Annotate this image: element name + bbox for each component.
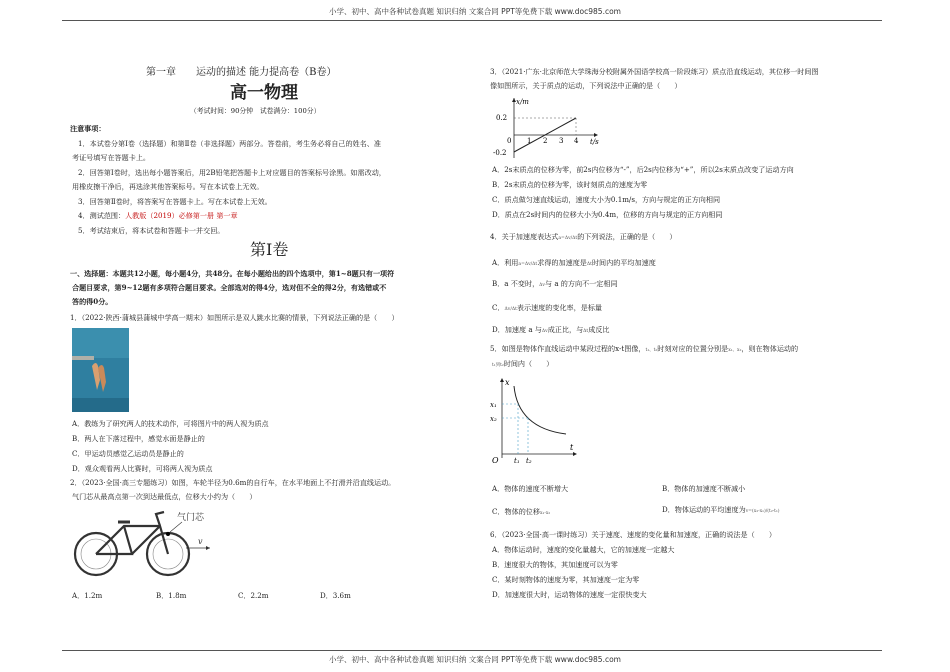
q5-stem-2 <box>492 360 553 369</box>
q2-option-c: C．2.2m <box>238 591 269 600</box>
q4-d-dt: Δt <box>583 329 589 334</box>
exam-info: （考试时间：90分钟 试卷满分：100分） <box>190 107 321 115</box>
note-2b: 用橡皮擦干净后，再选涂其他答案标号。写在本试卷上无效。 <box>72 182 264 191</box>
instructions-line-3: 答的得0分。 <box>72 297 113 306</box>
q5-x1-label: x₁ <box>490 401 497 409</box>
diving-photo <box>72 328 129 412</box>
q5-origin: O <box>492 456 499 464</box>
note-1a: 1．本试卷分第Ⅰ卷（选择题）和第Ⅱ卷（非选择题）两部分。答卷前，考生务必将自己的姓名、准 <box>78 139 381 148</box>
note-4 <box>78 212 238 219</box>
q6-option-c: C．某时刻物体的速度为零，其加速度一定为零 <box>492 575 640 584</box>
q4-b-pre: B．a 不变时， <box>492 279 540 288</box>
note-2a: 2．回答第Ⅰ卷时，选出每小题答案后，用2B铅笔把答题卡上对应题目的答案标号涂黑。如需改动， <box>78 168 386 177</box>
q3-stem-2: 像如图所示，关于质点的运动，下列说法中正确的是（ ） <box>490 81 682 90</box>
q6-option-d: D．加速度很大时，运动物体的速度一定很快变大 <box>492 590 647 599</box>
q1-stem: 1．（2022·陕西·蒲城县蒲城中学高一期末）如图所示是双人跳水比赛的情景，下列说法正确的是（ ） <box>70 313 399 322</box>
q5-y-label: x <box>505 378 510 387</box>
q3-origin: 0 <box>507 137 512 145</box>
q5-option-a: A．物体的速度不断增大 <box>492 484 569 493</box>
subject-title: 高一物理 <box>230 83 298 103</box>
q3-y-label: x/m <box>516 98 529 106</box>
q4-c-post: 表示速度的变化率，是标量 <box>516 303 603 312</box>
bike-frame <box>96 512 168 554</box>
q5-xt-graph <box>482 374 582 464</box>
q2-option-b: B．1.8m <box>156 591 187 600</box>
q5-x-label: t <box>570 443 574 452</box>
q5-c-formula: x₁-x₂ <box>540 511 551 516</box>
photo-platform <box>72 356 94 360</box>
q3-ytick-neg: -0.2 <box>493 149 507 157</box>
valve-label: 气门芯 <box>177 513 205 523</box>
q2-option-d: D．3.6m <box>320 591 351 600</box>
q5-x2-label: x₂ <box>490 415 497 423</box>
q3-xtick-3: 3 <box>559 137 564 145</box>
valve-pointer <box>170 522 182 532</box>
q3-x-arrow <box>594 133 598 137</box>
note-5: 5．考试结束后，将本试卷和答题卡一并交回。 <box>78 226 225 235</box>
q5-y-arrow <box>500 378 504 382</box>
q5-stem2-t: t₁到t₂ <box>492 363 504 368</box>
q4-c-pre: C． <box>492 303 505 312</box>
q5-stem1-pre: 5．如图是物体作直线运动中某段过程的x-t图像， <box>490 344 646 353</box>
q3-xtick-1: 1 <box>527 137 532 145</box>
velocity-arrowhead <box>206 546 210 550</box>
q4-d-dv: Δv <box>541 329 548 334</box>
instructions-line-1: 一、选择题：本题共12小题，每小题4分，共48分。在每小题给出的四个选项中，第1~8题只有一项符 <box>70 269 395 278</box>
q4-d-pre: D．加速度 a 与 <box>492 325 542 334</box>
q4-a-mid: 求得的加速度是 <box>537 258 587 267</box>
q5-stem1-post: ，则在物体运动的 <box>741 344 799 353</box>
q4-c-formula: Δv/Δt <box>504 307 517 312</box>
q6-option-b: B．速度很大的物体，其加速度可以为零 <box>492 560 618 569</box>
q5-stem2-post: 时间内（ ） <box>503 359 554 368</box>
q1-option-c: C．甲运动员感觉乙运动员是静止的 <box>72 449 184 458</box>
page-footer: 小学、初中、高中各种试卷真题 知识归纳 文案合同 PPT等免费下载 www.doc985.com <box>329 655 621 664</box>
q4-a-pre: A．利用 <box>492 258 519 267</box>
q5-option-d <box>662 506 780 515</box>
page-header: 小学、初中、高中各种试卷真题 知识归纳 文案合同 PPT等免费下载 www.doc985.com <box>329 7 621 16</box>
q4-b-post: 与 a 的方向不一定相同 <box>544 279 618 288</box>
q5-stem1-mid: 时刻对应的位置分别是 <box>657 344 729 353</box>
q3-option-c: C．质点做匀速直线运动，速度大小为0.1m/s，方向与规定的正方向相同 <box>492 195 721 204</box>
q4-stem <box>490 233 677 242</box>
q5-option-b: B．物体的加速度不断减小 <box>662 484 746 493</box>
photo-pool <box>72 398 129 412</box>
q3-option-d: D．质点在2s时间内的位移大小为0.4m，位移的方向与规定的正方向相同 <box>492 210 723 219</box>
q5-c-pre: C．物体的位移 <box>492 507 540 516</box>
header-rule <box>62 20 882 21</box>
q5-stem1-x: x₁、x₂ <box>728 348 742 353</box>
valve-core-dot <box>166 532 170 536</box>
q4-a-dt: Δt <box>586 262 592 267</box>
chapter-title: 第一章 运动的描述 能力提高卷（B卷） <box>146 67 337 78</box>
section-title: 第Ⅰ卷 <box>250 240 289 259</box>
q1-option-a: A．教练为了研究两人的技术动作，可将图片中的两人视为质点 <box>72 419 269 428</box>
q6-option-a: A．物体运动时，速度的变化量越大，它的加速度一定越大 <box>492 545 675 554</box>
q2-stem-1: 2．（2023·全国·高三专题练习）如图，车轮半径为0.6m的自行车，在水平地面上不打滑并沿直线运动。 <box>70 478 396 487</box>
note-4-label: 4．测试范围： <box>78 211 126 220</box>
q1-option-b: B．两人在下落过程中，感觉水面是静止的 <box>72 434 205 443</box>
q3-option-b: B．2s末质点的位移为零，该时刻质点的速度为零 <box>492 180 648 189</box>
q5-d-pre: D．物体运动的平均速度为 <box>662 505 746 514</box>
q3-xtick-2: 2 <box>543 137 548 145</box>
test-scope: 人教版（2019）必修第一册 第一章 <box>125 211 238 220</box>
q4-d-post: 成反比 <box>588 325 610 334</box>
q4-a-post: 时间内的平均加速度 <box>591 258 656 267</box>
q3-stem-1: 3．（2021·广东·北京师范大学珠海分校附属外国语学校高一阶段练习）质点沿直线运动，其位移一时间图 <box>490 67 819 76</box>
q5-t1-label: t₁ <box>514 457 520 464</box>
q3-ytick-pos: 0.2 <box>496 114 508 122</box>
q4-option-d <box>492 326 610 335</box>
q5-curve <box>514 386 566 434</box>
q5-d-formula: v=(x₂-x₁)/(t₂-t₁) <box>745 509 780 514</box>
q2-stem-2: 气门芯从最高点第一次到达最低点，位移大小约为（ ） <box>72 492 257 501</box>
velocity-label: v <box>198 537 203 546</box>
q4-stem-formula: a=Δv/Δt <box>558 236 578 241</box>
q4-d-mid: 成正比，与 <box>547 325 584 334</box>
q5-option-c <box>492 508 550 517</box>
q3-x-label: t/s <box>590 138 599 146</box>
bicycle-figure <box>72 508 232 578</box>
note-3: 3．回答第Ⅱ卷时，将答案写在答题卡上。写在本试卷上无效。 <box>78 197 272 206</box>
q3-xtick-4: 4 <box>574 137 579 145</box>
q2-option-a: A．1.2m <box>72 591 103 600</box>
footer-rule <box>62 650 882 651</box>
q4-option-a <box>492 259 656 268</box>
q4-stem-post: 的下列说法，正确的是（ ） <box>577 232 677 241</box>
q4-option-c <box>492 304 602 313</box>
q5-stem1-t: t₁、t₂ <box>645 348 658 353</box>
q6-stem: 6．（2023·全国·高一课时练习）关于速度、速度的变化量和加速度，正确的说法是（ ） <box>490 530 776 539</box>
q3-xt-graph <box>492 94 612 164</box>
note-1b: 考证号填写在答题卡上。 <box>72 153 151 162</box>
q5-stem-1 <box>490 345 798 354</box>
instructions-line-2: 合题目要求，第9~12题有多项符合题目要求。全部选对的得4分，选对但不全的得2分，有选错或不 <box>72 283 387 292</box>
q4-option-b <box>492 280 618 289</box>
q3-option-a: A．2s末质点的位移为零，前2s内位移为“-”，后2s内位移为“+”，所以2s末质点改变了运动方向 <box>492 165 794 174</box>
q4-b-dv: Δv <box>539 283 545 288</box>
q4-stem-pre: 4．关于加速度表达式 <box>490 232 559 241</box>
photo-wall <box>72 328 129 358</box>
q1-option-d: D．观众观看两人比赛时，可将两人视为质点 <box>72 464 213 473</box>
q5-x-arrow <box>573 452 577 456</box>
q5-t2-label: t₂ <box>526 457 532 464</box>
q4-a-formula: a=Δv/Δt <box>518 262 538 267</box>
notes-heading: 注意事项： <box>70 124 106 133</box>
